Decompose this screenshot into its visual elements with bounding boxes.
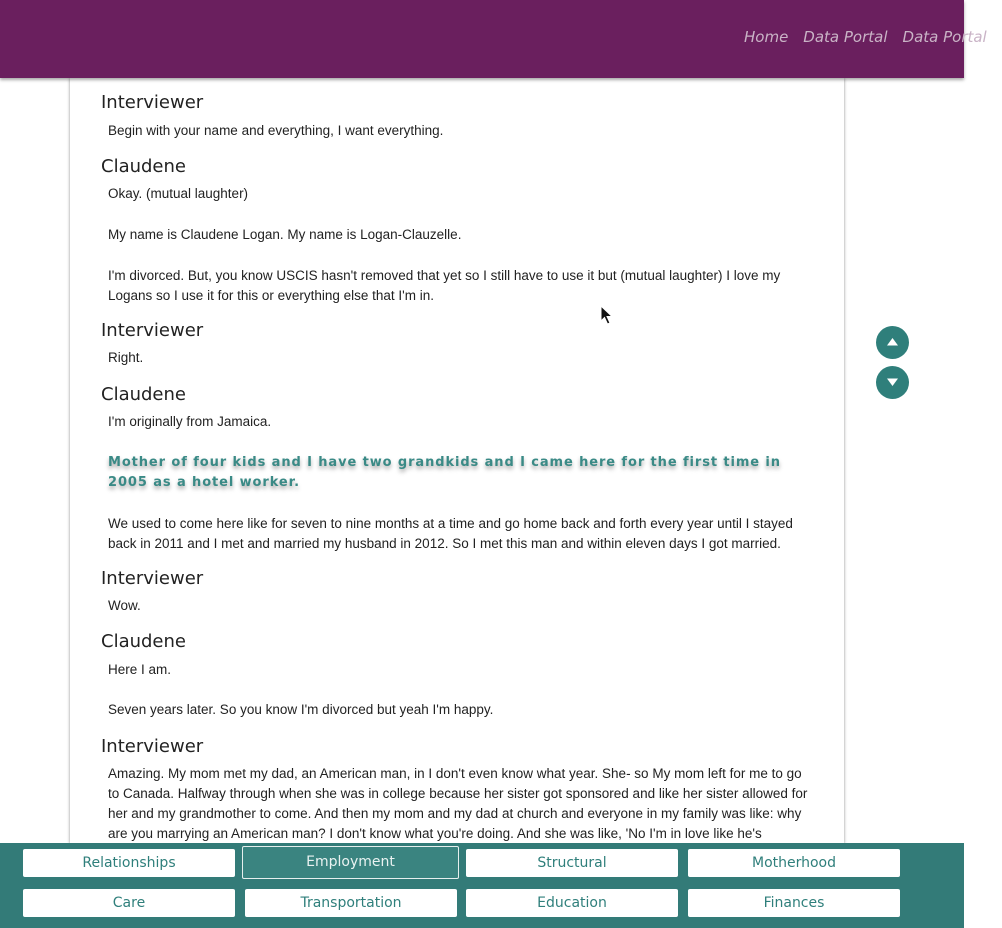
transcript-paragraph: Right. <box>108 350 144 365</box>
speaker-label: Claudene <box>101 156 186 177</box>
tag-relationships-button[interactable]: Relationships <box>23 849 235 877</box>
tag-care-button[interactable]: Care <box>23 889 235 917</box>
transcript-paragraph: Here I am. <box>108 662 172 677</box>
transcript-paragraph: My name is Claudene Logan. My name is Logan-Clauzelle. <box>108 227 462 242</box>
scroll-up-button[interactable] <box>876 326 909 359</box>
tag-employment-button[interactable]: Employment <box>242 846 459 879</box>
transcript-paragraph: I'm divorced. But, you know USCIS hasn't removed that yet so I still have to use it but (mutual laughter) I love my Logans so I use it for this or everything else that I'm in. <box>108 268 781 303</box>
tag-motherhood-button[interactable]: Motherhood <box>688 849 900 877</box>
tag-transportation-button[interactable]: Transportation <box>245 889 457 917</box>
speaker-label: Claudene <box>101 384 186 405</box>
tag-filter-bar <box>0 843 964 928</box>
transcript-paragraph: Amazing. My mom met my dad, an American man, in I don't even know what year. She- so My mom left for me to go to Canada. Halfway through when she was in college because her sister got sponsored and like her sister allowed for her and my grandmother to come. And then my mom and my dad at church and everyone in my family was like: why are you marrying an American man? I don't know what you're doing. And she was like, 'No I'm in love like he's <box>108 766 808 841</box>
tag-structural-button[interactable]: Structural <box>466 849 678 877</box>
top-nav <box>744 28 1002 47</box>
nav-data-portal-link-2[interactable]: Data Portal <box>902 28 987 46</box>
transcript-panel[interactable] <box>70 78 844 844</box>
mouse-cursor-icon <box>600 305 613 325</box>
speaker-label: Interviewer <box>101 92 204 113</box>
transcript-paragraph: I'm originally from Jamaica. <box>108 414 272 429</box>
speaker-label: Claudene <box>101 631 186 652</box>
transcript-paragraph: Seven years later. So you know I'm divorced but yeah I'm happy. <box>108 702 494 717</box>
highlighted-excerpt[interactable]: Mother of four kids and I have two grandkids and I came here for the first time in 2005 as a hotel worker. <box>108 455 781 490</box>
transcript-paragraph: Begin with your name and everything, I want everything. <box>108 123 444 138</box>
transcript-paragraph: Okay. (mutual laughter) <box>108 186 249 201</box>
nav-data-portal-link[interactable]: Data Portal <box>803 28 888 46</box>
speaker-label: Interviewer <box>101 736 204 757</box>
scroll-down-button[interactable] <box>876 366 909 399</box>
transcript-paragraph: Wow. <box>108 598 141 613</box>
tag-education-button[interactable]: Education <box>466 889 678 917</box>
speaker-label: Interviewer <box>101 568 204 589</box>
chevron-down-icon <box>886 377 899 387</box>
header-bar <box>0 0 987 78</box>
speaker-label: Interviewer <box>101 320 204 341</box>
tag-finances-button[interactable]: Finances <box>688 889 900 917</box>
chevron-up-icon <box>886 337 899 347</box>
nav-home-link[interactable]: Home <box>744 28 789 46</box>
transcript-paragraph: We used to come here like for seven to nine months at a time and go home back and forth every year until I stayed back in 2011 and I met and married my husband in 2012. So I met this man and within eleven days I got married. <box>108 516 793 551</box>
